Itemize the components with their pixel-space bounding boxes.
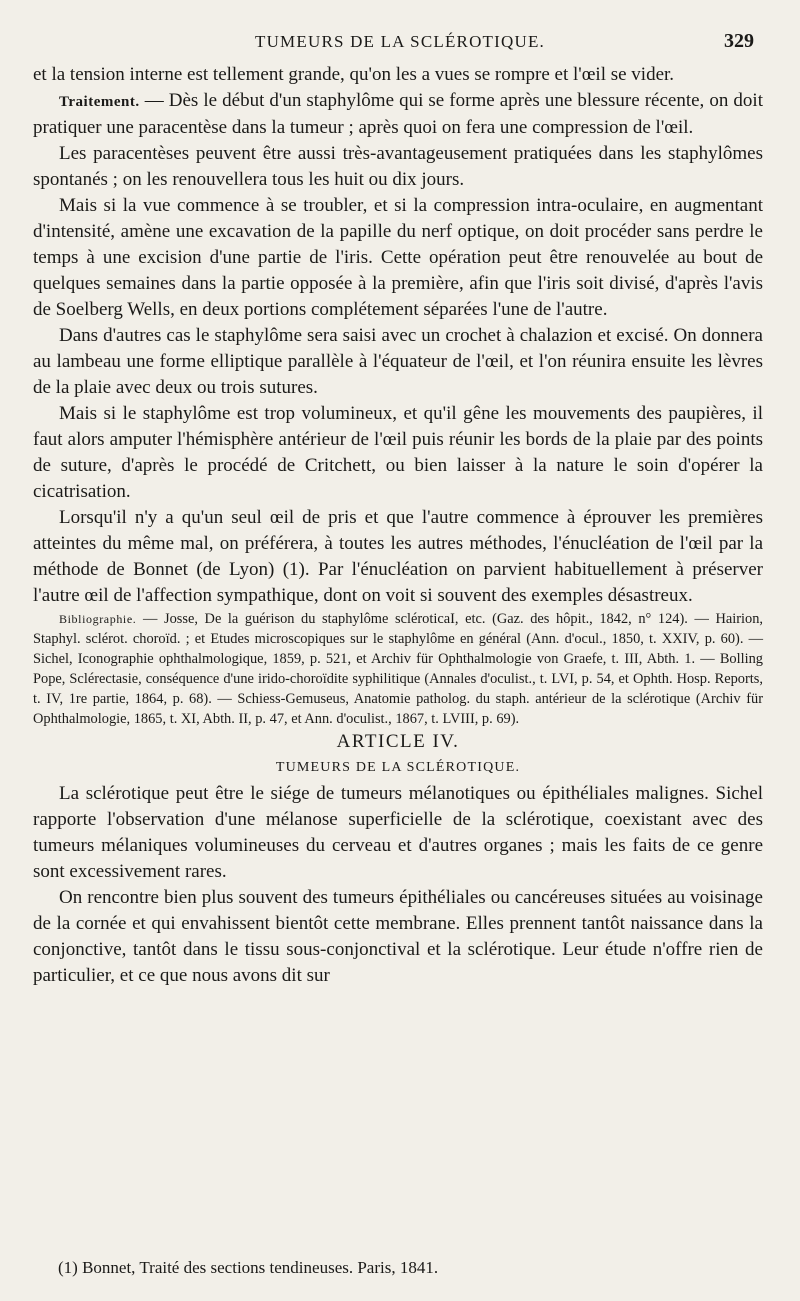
footnote: (1) Bonnet, Traité des sections tendineuses. Paris, 1841.	[58, 1258, 439, 1277]
paragraph: Mais si la vue commence à se troubler, et si la compression intra-oculaire, en augmentant d'intensité, amène une excavation de la papille du nerf optique, on doit procéder sans perdre le temps à une excision d'une partie de l'iris. Cette opération peut être renouvelée au bout de quelques semaines dans la partie opposée à la première, afin que l'iris soit divisé, d'après l'avis de Soelberg Wells, en deux portions complétement séparées l'une de l'autre.	[33, 195, 763, 320]
paragraph-lead-word: Traitement.	[59, 94, 140, 110]
paragraph-traitement	[33, 88, 763, 141]
paragraph: La sclérotique peut être le siége de tumeurs mélanotiques ou épithéliales malignes. Sichel rapporte l'observation d'une mélanose superficielle de la sclérotique, coexistant avec des tumeurs mélaniques volumineuses du cerveau et d'autres organes ; mais les faits de ce genre sont excessivement rares.	[33, 783, 763, 882]
page-number: 329	[724, 30, 754, 52]
bibliography-text: — Josse, De la guérison du staphylôme scléroticaI, etc. (Gaz. des hôpit., 1842, n° 124). — Hairion, Staphyl. sclérot. choroïd. ; et Etudes microscopiques sur le staphylôme en général (Ann. d'ocul., 1850, t. XXIV, p. 60). — Sichel, Iconographie ophthalmologique, 1859, p. 521, et Archiv für Ophthalmologie von Graefe, t. III, Abth. 1. — Bolling Pope, Sclérectasie, conséquence d'une irido-choroïdite syphilitique (Annales d'oculist., t. LVI, p. 54, et Ophth. Hosp. Reports, t. IV, 1re partie, 1864, p. 68). — Schiess-Gemuseus, Anatomie patholog. du staph. antérieur de la sclérotique (Archiv für Ophthalmologie, 1865, t. XI, Abth. II, p. 47, et Ann. d'oculist., 1867, t. LVIII, p. 69).	[33, 611, 763, 727]
section-heading: TUMEURS DE LA SCLÉROTIQUE.	[275, 760, 521, 775]
main-text	[33, 62, 763, 989]
running-head	[0, 30, 800, 60]
paragraph: Lorsqu'il n'y a qu'un seul œil de pris et que l'autre commence à éprouver les premières atteintes du même mal, on préférera, à toutes les autres méthodes, l'énucléation de l'œil par la méthode de Bonnet (de Lyon) (1). Par l'énucléation on parvient habituellement à préserver l'autre œil de l'affection sympathique, dont on voit si souvent des exemples désastreux.	[33, 507, 763, 606]
paragraph: Mais si le staphylôme est trop volumineux, et qu'il gêne les mouvements des paupières, il faut alors amputer l'hémisphère antérieur de l'œil puis réunir les bords de la plaie par des points de suture, d'après le procédé de Critchett, ou bien laisser à la nature le soin d'opérer la cicatrisation.	[33, 403, 763, 502]
bibliography	[33, 609, 763, 729]
paragraph: Dans d'autres cas le staphylôme sera saisi avec un crochet à chalazion et excisé. On donnera au lambeau une forme elliptique parallèle à l'équateur de l'œil, et l'on réunira ensuite les lèvres de la plaie avec deux ou trois sutures.	[33, 325, 763, 398]
paragraph-text: — Dès le début d'un staphylôme qui se forme après une blessure récente, on doit pratiquer une paracentèse dans la tumeur ; après quoi on fera une compression de l'œil.	[33, 90, 763, 138]
bibliography-label: Bibliographie.	[59, 612, 137, 626]
paragraph: Les paracentèses peuvent être aussi très-avantageusement pratiquées dans les staphylômes spontanés ; on les renouvellera tous les huit ou dix jours.	[33, 143, 763, 190]
paragraph: On rencontre bien plus souvent des tumeurs épithéliales ou cancéreuses situées au voisinage de la cornée et qui envahissent bientôt cette membrane. Elles prennent tantôt naissance dans la conjonctive, tantôt dans le tissu sous-conjonctival et la sclérotique. Leur étude n'offre rien de particulier, et ce que nous avons dit sur	[33, 887, 763, 986]
paragraph-continuation: et la tension interne est tellement grande, qu'on les a vues se rompre et l'œil se vider.	[33, 64, 675, 85]
running-title: TUMEURS DE LA SCLÉROTIQUE.	[255, 32, 545, 51]
article-heading: ARTICLE IV.	[336, 731, 460, 752]
